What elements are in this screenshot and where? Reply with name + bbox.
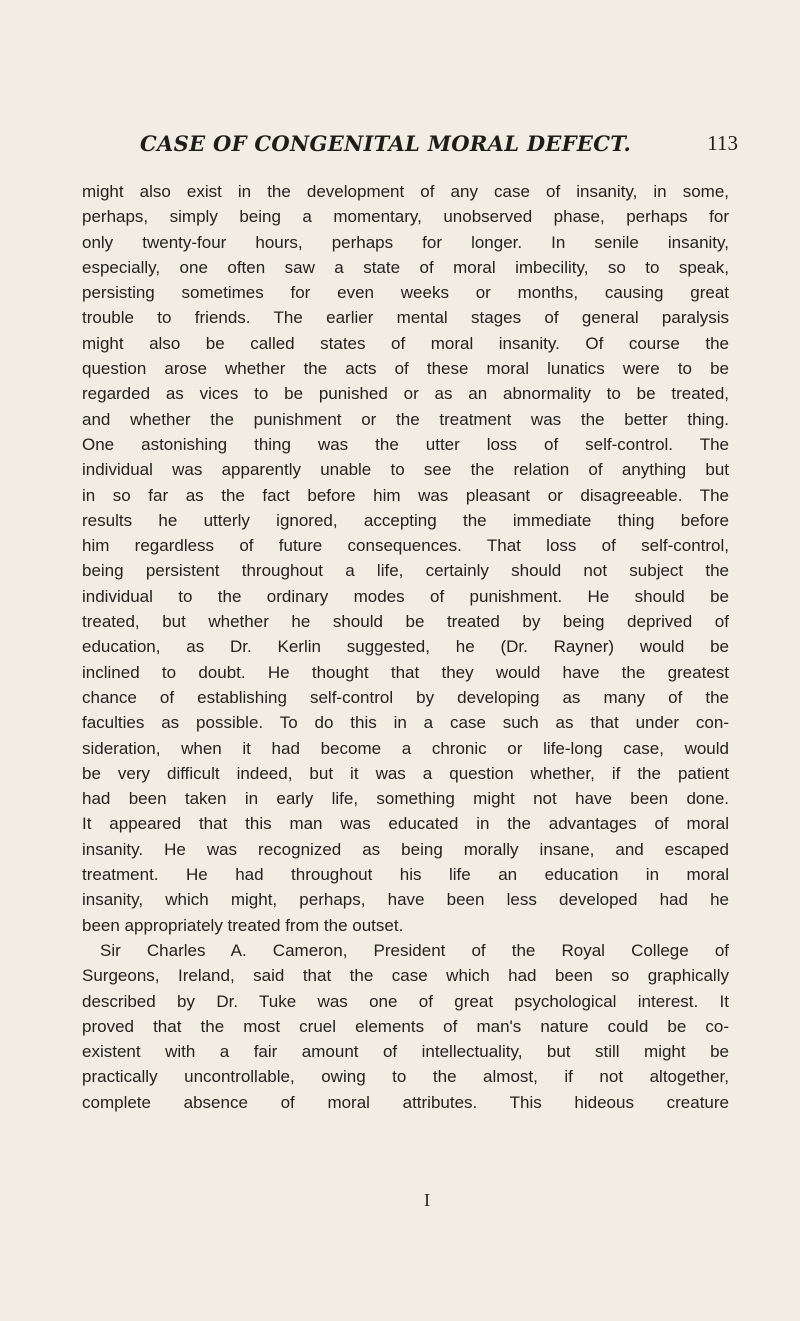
text-line: perhaps, simply being a momentary, unobserved phase, perhaps for <box>82 207 729 227</box>
text-line: question arose whether the acts of these moral lunatics were to be <box>82 359 729 379</box>
page-number: 113 <box>707 131 738 155</box>
text-line: in so far as the fact before him was pleasant or disagreeable. The <box>82 485 729 505</box>
text-line: insanity. He was recognized as being morally insane, and escaped <box>82 839 729 859</box>
signature-mark: I <box>424 1190 430 1210</box>
text-line: insanity, which might, perhaps, have been less developed had he <box>82 890 729 910</box>
text-line: Sir Charles A. Cameron, President of the Royal College of <box>100 940 729 960</box>
text-line: being persistent throughout a life, certainly should not subject the <box>82 561 729 581</box>
text-line: might also exist in the development of any case of insanity, in some, <box>82 182 729 201</box>
text-line: practically uncontrollable, owing to the almost, if not altogether, <box>82 1067 729 1087</box>
text-line: faculties as possible. To do this in a case such as that under con- <box>82 713 729 733</box>
text-line: inclined to doubt. He thought that they would have the greatest <box>82 662 729 682</box>
text-line: especially, one often saw a state of moral imbecility, so to speak, <box>82 257 729 277</box>
text-line: treatment. He had throughout his life an education in moral <box>82 865 729 885</box>
text-line: sideration, when it had become a chronic or life-long case, would <box>82 738 729 758</box>
text-line: persisting sometimes for even weeks or months, causing great <box>82 283 729 303</box>
text-line: individual was apparently unable to see the relation of anything but <box>82 460 729 480</box>
paragraph <box>82 179 729 938</box>
text-line: trouble to friends. The earlier mental stages of general paralysis <box>82 308 729 328</box>
text-line: chance of establishing self-control by developing as many of the <box>82 687 729 707</box>
text-line: complete absence of moral attributes. This hideous creature <box>82 1092 729 1112</box>
text-line: proved that the most cruel elements of man's nature could be co- <box>82 1016 729 1036</box>
text-line: Surgeons, Ireland, said that the case which had been so graphically <box>82 966 729 986</box>
text-line: education, as Dr. Kerlin suggested, he (Dr. Rayner) would be <box>82 637 729 657</box>
text-line: It appeared that this man was educated in the advantages of moral <box>82 814 729 834</box>
text-line: might also be called states of moral insanity. Of course the <box>82 333 729 353</box>
text-line: One astonishing thing was the utter loss of self-control. The <box>82 434 729 454</box>
text-line: existent with a fair amount of intellectuality, but still might be <box>82 1042 729 1062</box>
text-line: individual to the ordinary modes of punishment. He should be <box>82 586 729 606</box>
running-title: CASE OF CONGENITAL MORAL DEFECT. <box>140 131 632 156</box>
text-line: regarded as vices to be punished or as an abnormality to be treated, <box>82 384 729 404</box>
text-line: had been taken in early life, something might not have been done. <box>82 789 729 809</box>
paragraph <box>82 938 729 1115</box>
text-line: results he utterly ignored, accepting the immediate thing before <box>82 510 729 530</box>
text-line: be very difficult indeed, but it was a question whether, if the patient <box>82 763 729 783</box>
text-line: and whether the punishment or the treatment was the better thing. <box>82 409 729 429</box>
body-text <box>82 179 729 1115</box>
text-line: described by Dr. Tuke was one of great psychological interest. It <box>82 991 729 1011</box>
text-line: treated, but whether he should be treated by being deprived of <box>82 612 729 632</box>
text-line: him regardless of future consequences. That loss of self-control, <box>82 536 729 556</box>
text-line: been appropriately treated from the outset. <box>82 915 404 935</box>
text-line: only twenty-four hours, perhaps for longer. In senile insanity, <box>82 232 729 252</box>
